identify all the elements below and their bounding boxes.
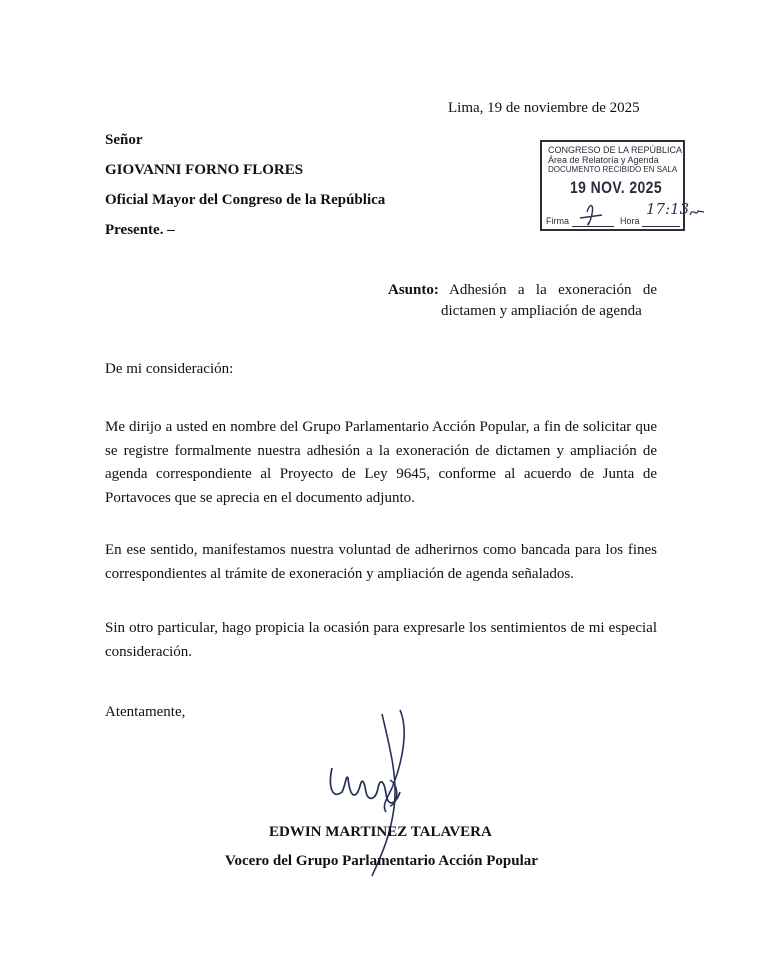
recipient-salutation: Señor [105,132,143,148]
stamp-hora-label: Hora [620,216,640,226]
stamp-line2: Área de Relatoría y Agenda [548,155,659,165]
reception-stamp [540,140,690,231]
body-paragraph-3: Sin otro particular, hago propicia la ocasión para expresarle los sentimientos de mi especial consideración. [105,620,657,660]
stamp-line1: CONGRESO DE LA REPÚBLICA [548,145,683,155]
recipient-presente: Presente. – [105,222,175,238]
subject-line1: Adhesión a la exoneración de [449,282,657,298]
stamp-date: 19 NOV. 2025 [570,178,662,197]
stamp-firma-label: Firma [546,216,569,226]
stamp-initials-icon [542,142,690,233]
closing: Atentamente, [105,704,186,720]
subject-label: Asunto: [388,282,439,298]
signer-role: Vocero del Grupo Parlamentario Acción Popular [225,853,538,869]
body-paragraph-1: Me dirijo a usted en nombre del Grupo Parlamentario Acción Popular, a fin de solicitar que se registre formalmente nuestra adhesión a la exoneración de dictamen y ampliación de agenda correspondiente al Proyecto de Ley 9645, conforme al acuerdo de Junta de Portavoces que se aprecia en el documento adjunto. [105,419,657,506]
recipient-title: Oficial Mayor del Congreso de la República [105,192,386,208]
subject-line2: dictamen y ampliación de agenda [441,303,642,319]
stamp-hora-value: 17:13 [646,200,690,218]
greeting: De mi consideración: [105,361,234,377]
stamp-line3: DOCUMENTO RECIBIDO EN SALA [548,165,678,174]
recipient-name: GIOVANNI FORNO FLORES [105,162,304,178]
place-date: Lima, 19 de noviembre de 2025 [448,100,640,116]
signer-name: EDWIN MARTINEZ TALAVERA [269,824,492,840]
stamp-mark-icon [688,203,708,223]
body-paragraph-2: En ese sentido, manifestamos nuestra voluntad de adherirnos como bancada para los fines correspondientes al trámite de exoneración y ampliación de agenda señalados. [105,542,657,582]
